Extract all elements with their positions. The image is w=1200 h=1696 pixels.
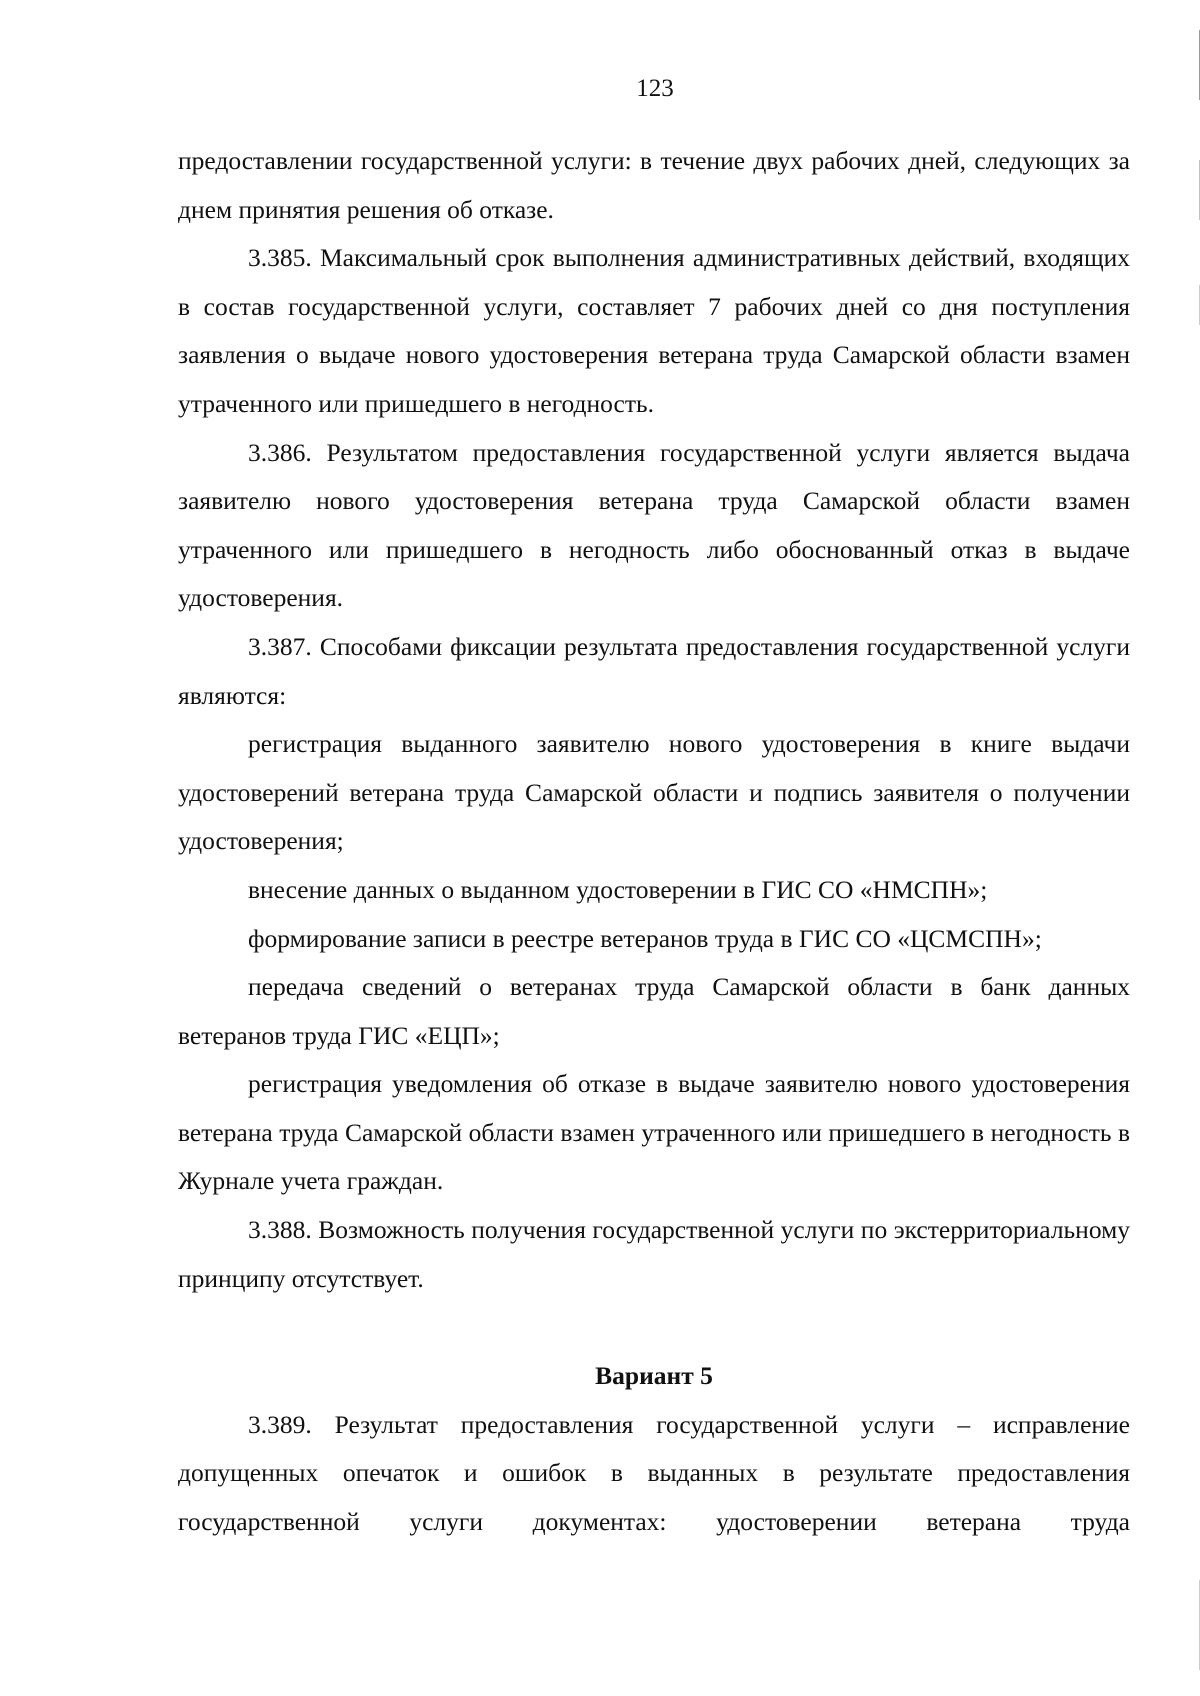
list-item-refusal-registration: регистрация уведомления об отказе в выдаче заявителю нового удостоверения ветерана труда Самарской области взамен утраченного или пришедшего в негодность в Журнале учета граждан. <box>178 1069 1130 1196</box>
list-item-tsmspn: формирование записи в реестре ветеранов труда в ГИС СО «ЦСМСПН»; <box>248 923 1042 953</box>
section-heading: Вариант 5 <box>595 1361 713 1391</box>
paragraph-continuation: предоставлении государственной услуги: в течение двух рабочих дней, следующих за днем принятия решения об отказе. <box>178 146 1130 224</box>
paragraph-3-385: 3.385. Максимальный срок выполнения административных действий, входящих в состав государственной услуги, составляет 7 рабочих дней со дня поступления заявления о выдаче нового удостоверения ветерана труда Самарской области взамен утраченного или пришедшего в негодность. <box>178 243 1130 418</box>
paragraph-3-388: 3.388. Возможность получения государственной услуги по экстерриториальному принципу отсутствует. <box>178 1215 1130 1293</box>
paragraph-3-386: 3.386. Результатом предоставления государственной услуги является выдача заявителю нового удостоверения ветерана труда Самарской области взамен утраченного или пришедшего в негодность либо обоснованный отказ в выдаче удостоверения. <box>178 437 1130 613</box>
document-body <box>178 137 1130 1547</box>
list-item-nmspn: внесение данных о выданном удостоверении в ГИС СО «НМСПН»; <box>248 874 988 904</box>
list-item-ecp: передача сведений о ветеранах труда Самарской области в банк данных ветеранов труда ГИС «ЕЦП»; <box>178 972 1130 1050</box>
paragraph-3-389: 3.389. Результат предоставления государственной услуги – исправление допущенных опечаток и ошибок в выданных в результате предоставления государственной услуги документах: удостоверении ветерана труда <box>178 1409 1130 1537</box>
page-number: 123 <box>636 75 674 102</box>
paragraph-3-387: 3.387. Способами фиксации результата предоставления государственной услуги являются: <box>178 631 1130 710</box>
list-item-registration: регистрация выданного заявителю нового удостоверения в книге выдачи удостоверений ветерана труда Самарской области и подпись заявителя о получении удостоверения; <box>178 729 1130 856</box>
